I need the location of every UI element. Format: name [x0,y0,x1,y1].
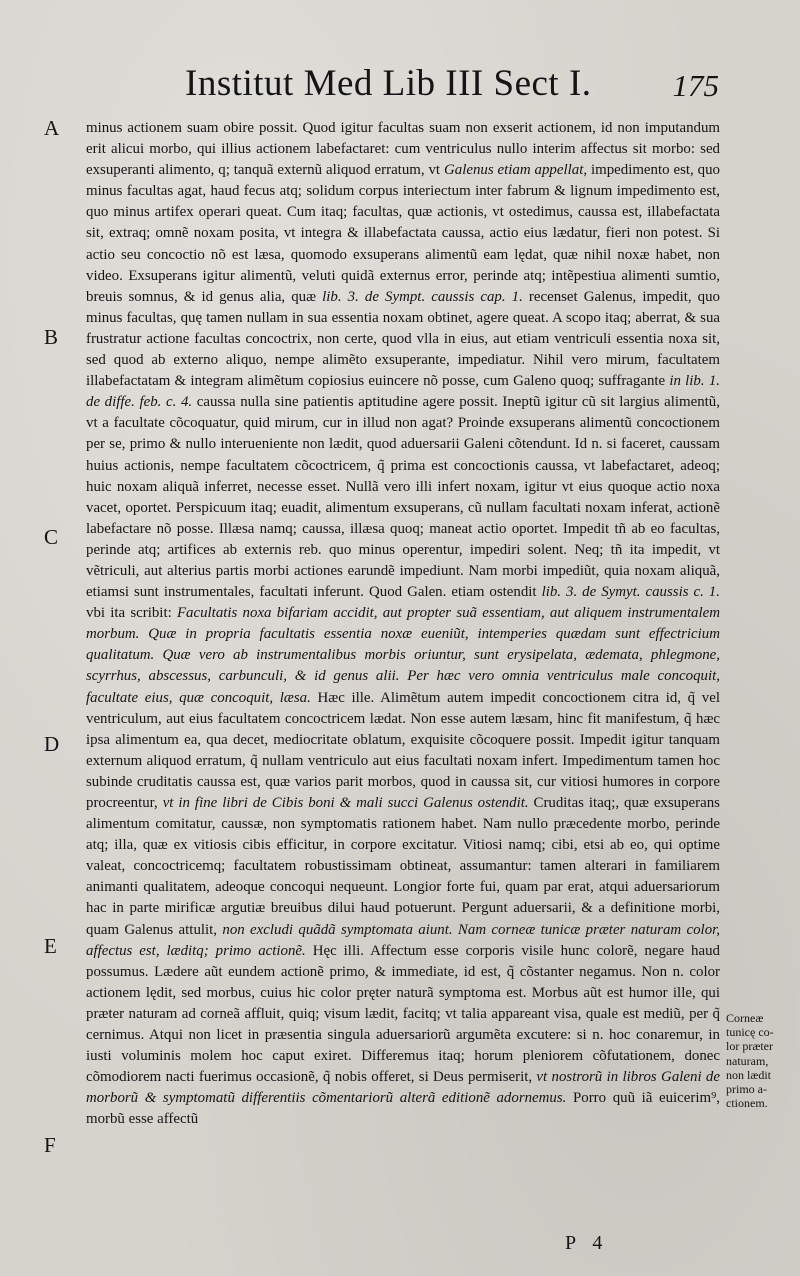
signature-mark: P 4 [565,1232,609,1254]
section-marker-f: F [44,1133,56,1157]
text-run: Hęc illi. Affectum esse corporis visile hunc colorẽ, negare haud possumus. Lædere aũt eundem actionẽ primo, & immediate, id est, q̃ cõstanter negamus. Non n. color actionem lędit, sed morbus, cuius hic color pręter naturã symptoma est. Morbus aũt est humor ille, qui præter naturam ad corneã affluit, quiq; visum lædit, facitq; vt talia appareant visa, quale est mediũ, per q̃ cernimus. Atqui non licet in præsentia singula aduersariorũ argumẽta excutere: si n. hoc conaremur, in iusti voluminis molem hoc caput exiret. Differemus itaq; horum pleniorem cõfutationem, donec cõmodiorem nacti fuerimus occasionẽ, q̃ nobis offeret, si Deus permiserit, [86,942,720,1086]
text-run: minus actionem suam obire possit. Quod igitur facultas suam non exserit actionem, id non imputandum erit alicui morbo, qui illius actionem labefactaret: cum ventriculus nullo interim affectus sit morbo: sed exsuperanti alimento, q; tanquã externũ aliquod erratum, vt [86,120,720,179]
citation: lib. 3. de Symyt. caussis c. 1. [541,584,720,601]
citation: Galenus etiam appellat [444,162,584,179]
body-paragraph [86,118,720,1131]
text-run: recenset Galenus, impedit, quo minus facultas, quę tamen nullam in sua essentia noxam obtinet, agere queat. A scopo itaq; aberrat, & sua frustratur actione facultas concoctrix, non certe, quod vlla in eius, aut etiam ventriculi essentia noxa sit, sed quod ab externo aliquo, nempe alimẽto exsuperante, impediatur. Nihil vero mirum, facultatem illabefactatam & integram alimẽtum copiosius euincere nõ posse, cum Galeno quoq; suffragante [86,288,720,390]
section-marker-b: B [44,325,59,349]
marginal-note-line: primo a- [726,1082,767,1097]
body-text [86,118,720,1131]
marginal-note-line: Corneæ [726,1011,764,1025]
citation: in lib. 1. de diffe. feb. c. 4. [86,373,720,411]
text-run: Cruditas itaq;, quæ exsuperans alimentum comitatur, caussæ, non symptomatis rationem habet. Nam nullo præcedente morbo, perinde atq; illa, quæ ex vitiosis cibis efficitur, in corpore excitatur. Vitiosi namq; cibi, etsi ab eo, qui optime valeat, concoctricemq; facultatem robustissimam obtineat, assumantur: tamen alterari in familiarem animanti qualitatem, adeoque concoqui nequeunt. Longior forte fui, quam par erat, atqui aduersariorum hac in parte mirificæ argutiæ breuibus dilui haud potuerunt. Pergunt aduersarii, & a definitione morbi, quam Galenus attulit, [86,795,720,938]
section-marker-d: D [44,732,60,756]
marginal-note-line: lor præter [726,1039,773,1054]
citation: vt nostrorũ in libros Galeni de morborũ & symptomatũ differentiis cõmentariorũ alterã editionẽ adornemus. [86,1069,720,1107]
text-run: caussa nulla sine patientis aptitudine agere possit. Ineptũ igitur cũ sit largius alimentũ, vt a facultate cõcoquatur, quid mirum, cur in illud non agat? Proinde exsuperans alimentũ concoctionem per se, primo & nullo interueniente non lædit, quod aduersarii Galeni cõtendunt. Id n. si faceret, caussam huius actionis, nempe facultatem cõcoctricem, q̃ prima est concoctionis caussa, vt labefactaret, adeoq; huic noxam aliquã inferret, necesse esset. Nullã vero illi infert noxam, igitur vt eius quoque actio noxa vacet, oportet. Perspicuum itaq; euadit, alimentum exsuperans, cũ nullam facultati noxam inferat, actionẽ labefactare nõ posse. Illæsa namq; caussa, illæsa quoq; maneat actio oportet. Impedit tñ ab eo facultas, perinde atq; artifices ab externis reb. quo minus operentur, impediri solent. Neq; tñ ita impedit, vt vẽtriculi, aut alterius partis morbi actiones earundẽ impediunt. Nam morbi impediũt, quia noxam aliquã, etiamsi sunt instrumentales, facultati inferunt. Quod Galen. etiam ostendit [86,394,720,601]
page-header [185,62,725,112]
marginal-note-line: ctionem. [726,1096,768,1111]
text-run: Hæc ille. Alimẽtum autem impedit concoctionem citra id, q̃ vel ventriculum, aut eius facultatem concoctricem lædat. Non esse autem læsam, hinc fit manifestum, q̃ hæc ipsa alimentum ea, qua decet, mediocritate oblatum, exquisite cõcoquere possit. Impedit igitur tanquam externum aliquod erratum, q̃ nullam ventriculo aut eius facultati noxam infert. Impedimentum tamen hoc subinde cruditatis caussa est, quæ varios parit morbos, quod in caussa sit, cur vitiosi humores in corpore procreentur, [86,689,720,811]
text-run: Porro quũ iã euicerim⁹, morbũ esse affectũ [86,1090,720,1128]
citation: lib. 3. de Sympt. caussis cap. 1. [322,288,523,305]
text-run: vbi ita scribit: [86,605,177,622]
section-marker-e: E [44,934,57,958]
citation: vt in fine libri de Cibis boni & mali succi Galenus ostendit. [162,795,529,811]
running-title: Institut Med Lib III Sect I. [185,63,592,104]
marginal-note [726,1011,796,1110]
section-marker-a: A [44,116,60,140]
quotation: non excludi quãdã symptomata aiunt. Nam corneæ tunicæ præter naturam color, affectus est, læditq; primo actionẽ. [86,921,721,959]
text-run: , impedimento est, quo minus facultas agat, haud fecus atq; solidum corpus interiectum inter fabrum & lignum impedimento est, quo minus artifex operari queat. Cum itaq; facultas, quæ actionis, vt ostedimus, caussa est, illabefactata sit, extraq; omnẽ noxam posita, vt integra & illabefactata caussa, actio eius lædatur, fieri non potest. Si actio seu concoctio nõ est læsa, quomodo exsuperans alimentũ eam lędat, quæ nihil noxæ habet, non video. Exsuperans igitur alimentũ, veluti quidã externus error, perinde atq; intẽpestiua alimenti sumtio, breuis somnus, & id genus alia, quæ [86,162,721,305]
section-marker-c: C [44,525,59,549]
marginal-note-line: tunicę co- [726,1025,774,1040]
quotation: Facultatis noxa bifariam accidit, aut propter suã essentiam, aut aliquem instrumentalem morbum. Quæ in propria facultatis essentia noxæ eueniũt, intemperies quædam sunt effectricium qualitatum. Quæ vero ab instrumentalibus morbis oriuntur, sunt erysipelata, ædemata, phlegmone, scyrrhus, abscessus, carbunculi, & id genus alii. Per hæc vero omnia ventriculus male concoquit, facultate eius, quæ concoquit, læsa. [86,605,720,706]
page-number: 175 [672,68,719,103]
marginal-note-line: naturam, [726,1053,769,1068]
marginal-note-line: non lædit [726,1067,772,1082]
